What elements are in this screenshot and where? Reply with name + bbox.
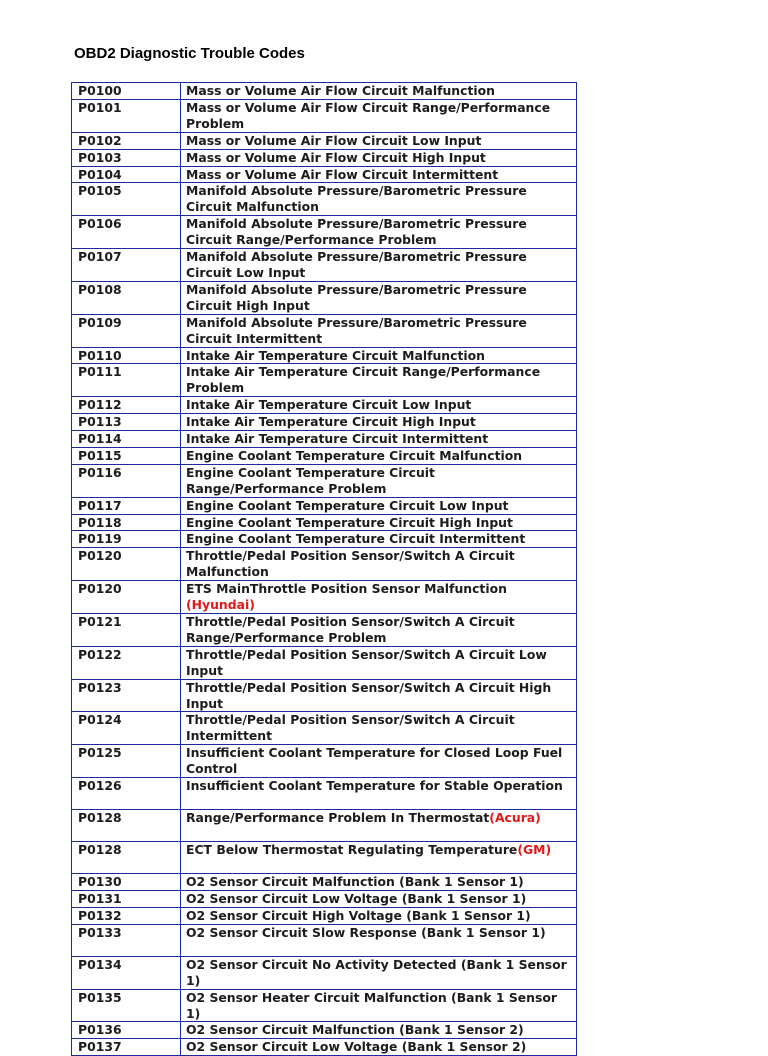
dtc-description: Manifold Absolute Pressure/Barometric Pressure Circuit Range/Performance Problem [186,216,527,248]
table-row [72,281,577,314]
dtc-description-cell [181,447,577,464]
dtc-description: ETS MainThrottle Position Sensor Malfunction [186,581,507,597]
dtc-description: Mass or Volume Air Flow Circuit High Input [186,149,486,165]
table-row [72,956,577,989]
table-row [72,581,577,614]
table-row [72,99,577,132]
dtc-description: Insufficient Coolant Temperature for Closed Loop Fuel Control [186,745,563,777]
dtc-description: O2 Sensor Circuit Malfunction (Bank 1 Sensor 2) [186,1022,524,1038]
dtc-description-cell [181,83,577,100]
dtc-code-cell: P0107 [72,249,181,282]
dtc-description: Throttle/Pedal Position Sensor/Switch A Circuit Range/Performance Problem [186,614,515,645]
dtc-description-cell [181,778,577,810]
dtc-description: Mass or Volume Air Flow Circuit Low Input [186,132,482,148]
dtc-description-cell [181,810,577,842]
dtc-description: Manifold Absolute Pressure/Barometric Pressure Circuit High Input [186,281,527,313]
dtc-description: Engine Coolant Temperature Circuit High Input [186,514,513,530]
dtc-description: Engine Coolant Temperature Circuit Malfunction [186,447,523,463]
table-row [72,810,577,842]
table-row [72,364,577,397]
dtc-description: ECT Below Thermostat Regulating Temperature [186,842,518,858]
table-row [72,907,577,924]
table-row [72,614,577,647]
table-row [72,1022,577,1039]
dtc-code-cell: P0109 [72,314,181,347]
dtc-description-cell [181,99,577,132]
table-row [72,924,577,956]
dtc-description: Mass or Volume Air Flow Circuit Intermittent [186,166,499,182]
table-row [72,514,577,531]
dtc-code-cell: P0113 [72,414,181,431]
dtc-code-cell: P0134 [72,956,181,989]
table-row [72,149,577,166]
dtc-description-cell [181,1039,577,1056]
table-row [72,679,577,712]
dtc-code-cell: P0124 [72,712,181,745]
dtc-description-cell [181,924,577,956]
dtc-description-cell [181,281,577,314]
dtc-code-cell: P0119 [72,531,181,548]
dtc-code-cell: P0128 [72,810,181,842]
dtc-code-cell: P0115 [72,447,181,464]
dtc-description-cell [181,874,577,891]
dtc-description-cell [181,314,577,347]
table-row [72,216,577,249]
manufacturer-note: (GM) [517,842,552,858]
dtc-description: Throttle/Pedal Position Sensor/Switch A Circuit Low Input [186,646,547,678]
dtc-description: O2 Sensor Circuit Slow Response (Bank 1 Sensor 1) [186,924,546,940]
table-row [72,431,577,448]
dtc-code-cell: P0137 [72,1039,181,1056]
manufacturer-note: (Acura) [489,810,541,826]
dtc-description-cell [181,464,577,497]
dtc-description: O2 Sensor Circuit Low Voltage (Bank 1 Sensor 1) [186,890,527,906]
dtc-description-cell [181,581,577,614]
table-row [72,989,577,1022]
dtc-description-cell [181,646,577,679]
table-row [72,890,577,907]
table-row [72,1039,577,1056]
dtc-description-cell [181,132,577,149]
dtc-description-cell [181,614,577,647]
dtc-code-cell: P0121 [72,614,181,647]
dtc-description-cell [181,364,577,397]
table-row [72,414,577,431]
dtc-code-cell: P0101 [72,99,181,132]
table-row [72,497,577,514]
dtc-description-cell [181,989,577,1022]
dtc-description: Mass or Volume Air Flow Circuit Range/Performance Problem [186,99,551,131]
dtc-code-cell: P0103 [72,149,181,166]
table-row [72,646,577,679]
table-row [72,464,577,497]
table-row [72,712,577,745]
page-title: OBD2 Diagnostic Trouble Codes [74,45,305,62]
dtc-description-cell [181,166,577,183]
dtc-table [71,82,577,1056]
dtc-code-cell: P0125 [72,745,181,778]
dtc-description: O2 Sensor Circuit Malfunction (Bank 1 Sensor 1) [186,874,524,890]
dtc-code-cell: P0136 [72,1022,181,1039]
dtc-description-cell [181,745,577,778]
table-row [72,874,577,891]
table-row [72,745,577,778]
dtc-description-cell [181,347,577,364]
dtc-description-cell [181,956,577,989]
dtc-code-cell: P0122 [72,646,181,679]
dtc-description: Engine Coolant Temperature Circuit Intermittent [186,531,526,547]
dtc-description: Engine Coolant Temperature Circuit Range/Performance Problem [186,464,435,496]
dtc-code-cell: P0131 [72,890,181,907]
dtc-description: Engine Coolant Temperature Circuit Low Input [186,497,509,513]
table-row [72,397,577,414]
dtc-description: Manifold Absolute Pressure/Barometric Pressure Circuit Malfunction [186,183,527,215]
table-row [72,132,577,149]
dtc-code-cell: P0104 [72,166,181,183]
dtc-description: Intake Air Temperature Circuit Malfunction [186,347,485,363]
dtc-description: Mass or Volume Air Flow Circuit Malfunction [186,83,495,98]
dtc-description-cell [181,890,577,907]
table-row [72,347,577,364]
table-row [72,842,577,874]
dtc-description: Intake Air Temperature Circuit Intermittent [186,431,489,447]
dtc-code-cell: P0132 [72,907,181,924]
table-row [72,447,577,464]
dtc-code-cell: P0130 [72,874,181,891]
dtc-description-cell [181,531,577,548]
dtc-description: Intake Air Temperature Circuit Low Input [186,397,472,413]
dtc-description-cell [181,216,577,249]
dtc-description-cell [181,183,577,216]
dtc-code-cell: P0111 [72,364,181,397]
dtc-description-cell [181,514,577,531]
dtc-code-cell: P0135 [72,989,181,1022]
dtc-code-cell: P0123 [72,679,181,712]
dtc-code-cell: P0112 [72,397,181,414]
table-row [72,778,577,810]
dtc-description: Insufficient Coolant Temperature for Stable Operation [186,778,563,794]
dtc-code-cell: P0110 [72,347,181,364]
table-row [72,548,577,581]
dtc-code-cell: P0120 [72,581,181,614]
dtc-code-cell: P0105 [72,183,181,216]
manufacturer-note: (Hyundai) [186,597,255,613]
dtc-description: O2 Sensor Circuit High Voltage (Bank 1 Sensor 1) [186,907,531,923]
dtc-description: Throttle/Pedal Position Sensor/Switch A Circuit Malfunction [186,548,515,580]
dtc-description: Range/Performance Problem In Thermostat [186,810,490,826]
dtc-description-cell [181,907,577,924]
dtc-table-body [72,83,577,1056]
dtc-description-cell [181,712,577,745]
dtc-code-cell: P0117 [72,497,181,514]
dtc-description-cell [181,679,577,712]
dtc-code-cell: P0126 [72,778,181,810]
dtc-code-cell: P0118 [72,514,181,531]
dtc-description-cell [181,249,577,282]
table-row [72,249,577,282]
dtc-description: Intake Air Temperature Circuit Range/Performance Problem [186,364,541,396]
table-row [72,83,577,100]
dtc-code-cell: P0116 [72,464,181,497]
dtc-description: Manifold Absolute Pressure/Barometric Pressure Circuit Low Input [186,249,527,280]
dtc-description-cell [181,497,577,514]
dtc-description-cell [181,842,577,874]
dtc-description-cell [181,548,577,581]
dtc-description: O2 Sensor Circuit No Activity Detected (Bank 1 Sensor 1) [186,956,567,988]
table-row [72,183,577,216]
dtc-description: Intake Air Temperature Circuit High Input [186,414,476,430]
dtc-code-cell: P0100 [72,83,181,100]
dtc-description-cell [181,397,577,414]
dtc-description-cell [181,149,577,166]
dtc-description: O2 Sensor Circuit Low Voltage (Bank 1 Sensor 2) [186,1039,527,1055]
dtc-description: Throttle/Pedal Position Sensor/Switch A Circuit Intermittent [186,712,515,744]
dtc-code-cell: P0108 [72,281,181,314]
dtc-code-cell: P0120 [72,548,181,581]
dtc-description: Throttle/Pedal Position Sensor/Switch A Circuit High Input [186,679,552,711]
dtc-description: O2 Sensor Heater Circuit Malfunction (Bank 1 Sensor 1) [186,989,557,1021]
dtc-code-cell: P0102 [72,132,181,149]
dtc-description-cell [181,414,577,431]
dtc-code-cell: P0128 [72,842,181,874]
dtc-description-cell [181,1022,577,1039]
table-row [72,314,577,347]
dtc-description-cell [181,431,577,448]
dtc-code-cell: P0106 [72,216,181,249]
table-row [72,531,577,548]
dtc-code-cell: P0133 [72,924,181,956]
dtc-description: Manifold Absolute Pressure/Barometric Pressure Circuit Intermittent [186,314,527,346]
table-row [72,166,577,183]
dtc-code-cell: P0114 [72,431,181,448]
